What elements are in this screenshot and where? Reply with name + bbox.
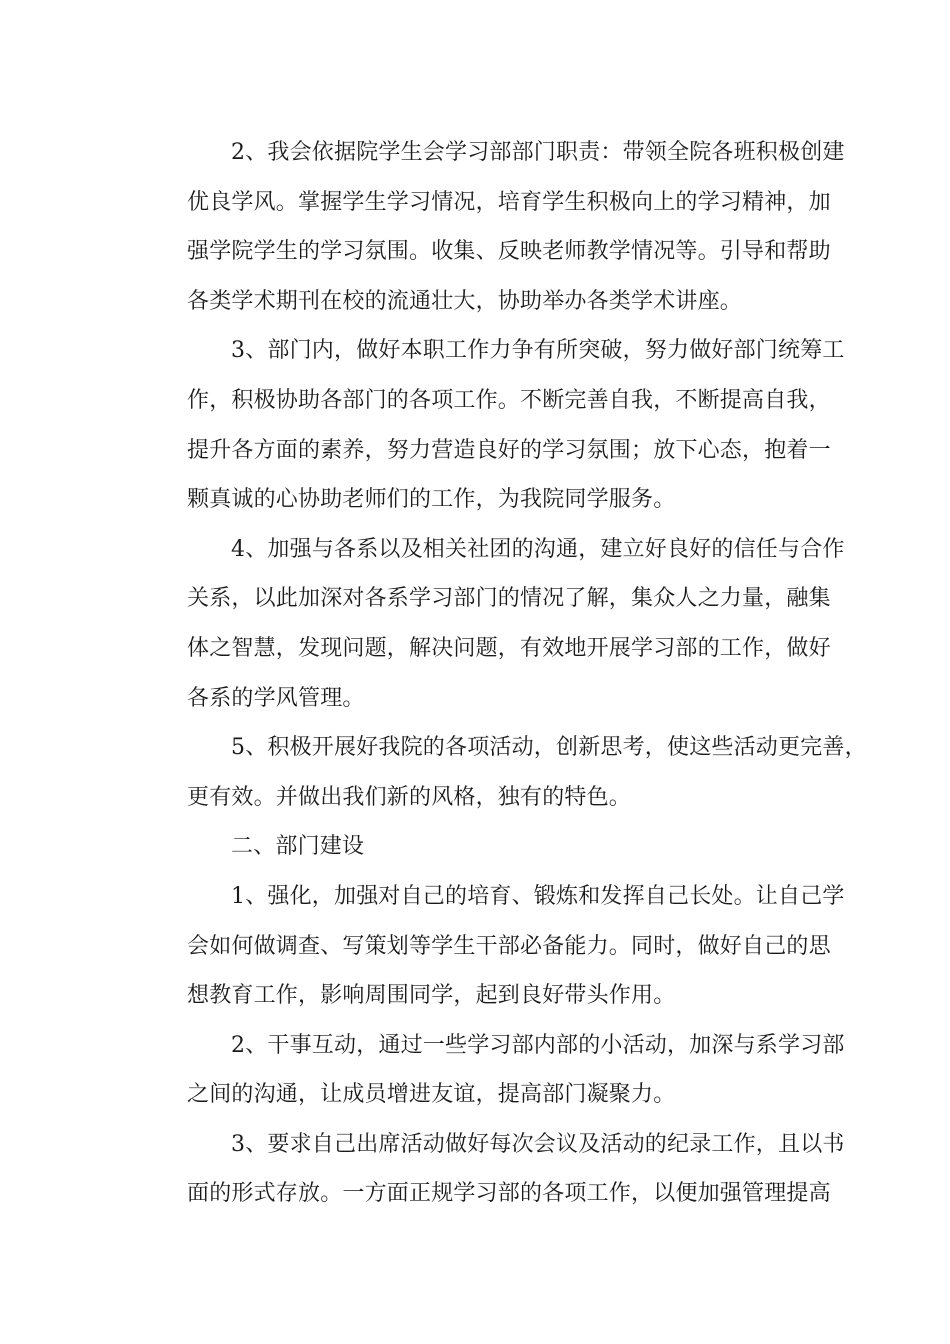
text-line: 3、要求自己出席活动做好每次会议及活动的纪录工作，且以书 [231, 1131, 845, 1157]
text-line: 关系，以此加深对各系学习部门的情况了解，集众人之力量，融集 [187, 586, 831, 612]
text-line: 面的形式存放。一方面正规学习部的各项工作，以便加强管理提高 [187, 1181, 831, 1207]
paragraph-duty-5 [143, 723, 867, 822]
text-line: 各系的学风管理。 [187, 685, 365, 711]
text-line: 2、我会依据院学生会学习部部门职责：带领全院各班积极创建 [231, 140, 845, 165]
paragraph-building-2 [143, 1021, 845, 1120]
text-line: 2、干事互动，通过一些学习部内部的小活动，加深与系学习部 [231, 1032, 845, 1058]
section-heading: 二、部门建设 [231, 834, 365, 860]
text-line: 3、部门内，做好本职工作力争有所突破，努力做好部门统筹工 [231, 338, 845, 364]
text-line: 1、强化，加强对自己的培育、锻炼和发挥自己长处。让自己学 [231, 883, 845, 909]
text-line: 4、加强与各系以及相关社团的沟通，建立好良好的信任与合作 [231, 536, 845, 562]
text-line: 各类学术期刊在校的流通壮大，协助举办各类学术讲座。 [187, 288, 743, 314]
paragraph-building-1 [143, 872, 845, 1021]
text-line: 会如何做调查、写策划等学生干部必备能力。同时，做好自己的思 [187, 933, 831, 959]
paragraph-building-3 [143, 1120, 845, 1219]
text-line: 颗真诚的心协助老师们的工作，为我院同学服务。 [187, 487, 676, 513]
paragraph-duty-2 [143, 128, 845, 326]
text-line: 5、积极开展好我院的各项活动，创新思考，使这些活动更完善， [231, 735, 867, 761]
text-line: 优良学风。掌握学生学习情况，培育学生积极向上的学习精神，加 [187, 189, 831, 215]
text-line: 更有效。并做出我们新的风格，独有的特色。 [187, 784, 632, 810]
text-line: 体之智慧，发现问题，解决问题，有效地开展学习部的工作，做好 [187, 635, 831, 661]
text-line: 之间的沟通，让成员增进友谊，提高部门凝聚力。 [187, 1082, 676, 1108]
text-line: 作，积极协助各部门的各项工作。不断完善自我，不断提高自我， [187, 387, 831, 413]
text-line: 想教育工作，影响周围同学，起到良好带头作用。 [187, 983, 676, 1009]
paragraph-duty-4 [143, 525, 845, 723]
text-line: 提升各方面的素养，努力营造良好的学习氛围；放下心态，抱着一 [187, 437, 831, 463]
text-line: 强学院学生的学习氛围。收集、反映老师教学情况等。引导和帮助 [187, 239, 831, 265]
paragraph-duty-3 [143, 326, 845, 524]
document-body [143, 128, 867, 1219]
section-heading-department-building [143, 822, 823, 872]
